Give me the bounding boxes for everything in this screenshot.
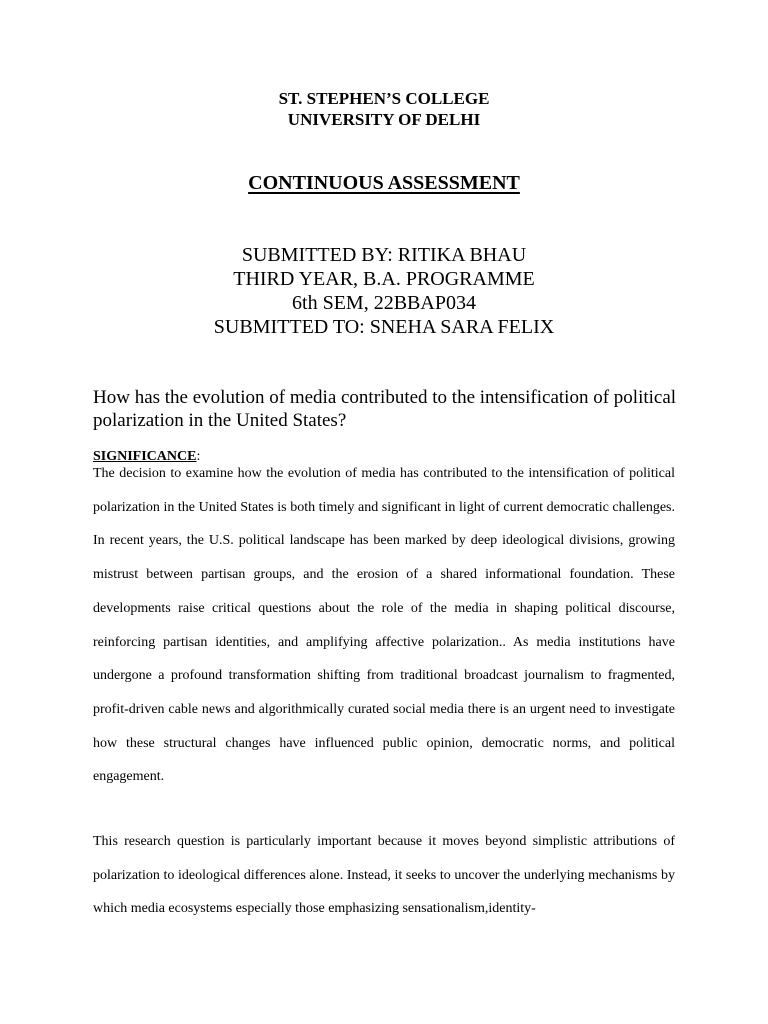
significance-paragraph-2: This research question is particularly important because it moves beyond simplistic attributions of polarization to ideological differences alone. Instead, it seeks to uncover the underlying mechanisms by which media ecosystems especially those emphasizing sensationalism,identity- bbox=[93, 834, 675, 917]
submitted-by: SUBMITTED BY: RITIKA BHAU bbox=[241, 244, 527, 266]
year-programme: THIRD YEAR, B.A. PROGRAMME bbox=[233, 268, 535, 290]
college-header bbox=[0, 88, 768, 130]
significance-paragraph-1: The decision to examine how the evolution of media has contributed to the intensification of political polarization in the United States is both timely and significant in light of current democratic challenges. In recent years, the U.S. political landscape has been marked by deep ideological divisions, growing mistrust between partisan groups, and the erosion of a shared informational foundation. These developments raise critical questions about the role of the media in shaping political discourse, reinforcing partisan identities, and amplifying affective polarization.. As media institutions have undergone a profound transformation shifting from traditional broadcast journalism to fragmented, profit-driven cable news and algorithmically curated social media there is an urgent need to investigate how these structural changes have influenced public opinion, democratic norms, and political engagement. bbox=[93, 466, 675, 785]
assessment-title: CONTINUOUS ASSESSMENT bbox=[248, 172, 520, 194]
submitted-to: SUBMITTED TO: SNEHA SARA FELIX bbox=[213, 316, 555, 338]
college-name: ST. STEPHEN’S COLLEGE bbox=[278, 89, 490, 108]
university-name: UNIVERSITY OF DELHI bbox=[287, 110, 481, 129]
semester-roll: 6th SEM, 22BBAP034 bbox=[292, 292, 476, 314]
significance-heading-colon: : bbox=[196, 449, 201, 464]
significance-heading-text: SIGNIFICANCE bbox=[93, 449, 197, 464]
assessment-title-block bbox=[0, 171, 768, 195]
submission-details bbox=[0, 243, 768, 339]
research-question: How has the evolution of media contributed to the intensification of political polarization in the United States? bbox=[93, 387, 677, 431]
